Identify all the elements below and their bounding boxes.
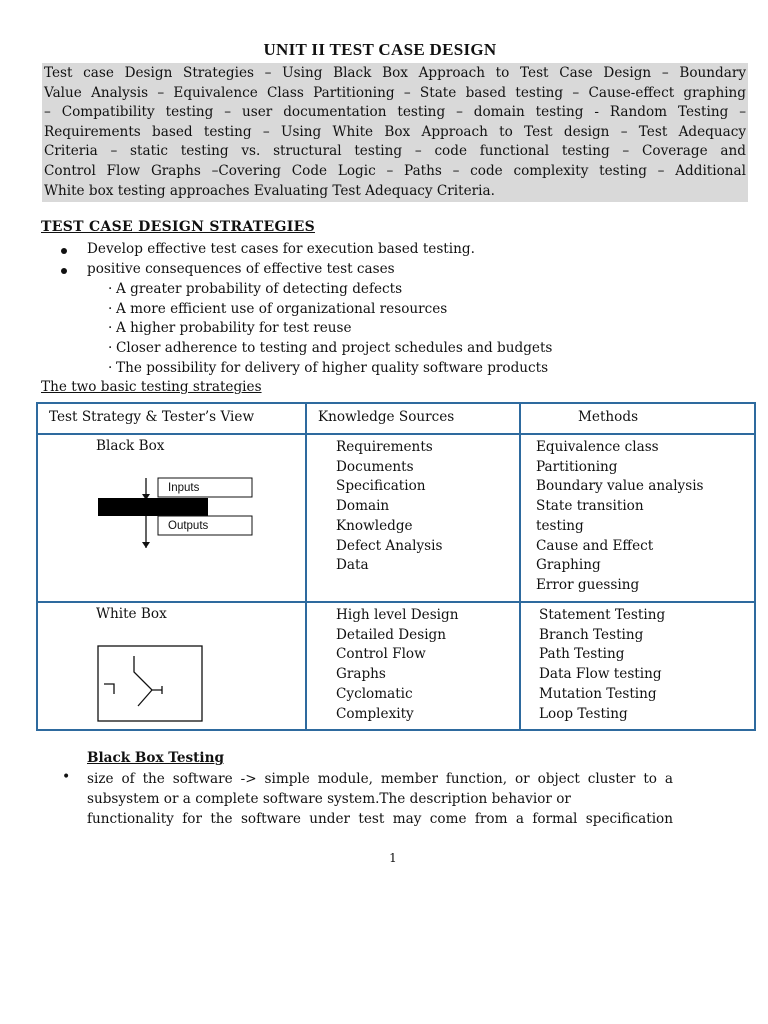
knowledge-item: Cyclomatic	[336, 685, 413, 702]
white-box-label: White Box	[96, 606, 167, 622]
bullet-text: positive consequences of effective test cases	[87, 261, 395, 277]
column-divider	[519, 404, 521, 729]
sub-bullet-marker: ·	[108, 320, 113, 337]
syllabus-line: – Compatibility testing – user documentation testing – domain testing - Random Testing –	[44, 104, 746, 121]
header-methods: Methods	[578, 409, 639, 425]
knowledge-item: Control Flow	[336, 646, 426, 663]
knowledge-item: Detailed Design	[336, 626, 446, 643]
method-item: Boundary value analysis	[536, 478, 704, 495]
black-box-knowledge	[336, 438, 442, 576]
knowledge-item: High level Design	[336, 607, 459, 623]
method-item: State transition	[536, 498, 644, 515]
sub-bullet-marker: ·	[108, 300, 113, 317]
strategy-table	[36, 402, 756, 731]
sub-list-item	[108, 360, 548, 376]
method-item: Branch Testing	[539, 626, 644, 643]
inputs-label: Inputs	[168, 482, 200, 494]
page-title: UNIT II TEST CASE DESIGN	[263, 40, 497, 59]
sub-bullet-marker: ·	[108, 281, 113, 297]
syllabus-line: Criteria – static testing vs. structural testing – code functional testing – Coverage and	[44, 143, 746, 160]
sub-list-item	[108, 340, 552, 356]
syllabus-line: Control Flow Graphs –Covering Code Logic – Paths – code complexity testing – Additional	[44, 162, 746, 179]
diagram-arrow-head-icon	[142, 542, 150, 548]
method-item: Graphing	[536, 557, 601, 574]
row-divider	[38, 433, 754, 435]
sub-bullet-text: The possibility for delivery of higher quality software products	[116, 359, 549, 376]
page-number: 1	[389, 851, 397, 865]
bullet-text: Develop effective test cases for execution based testing.	[87, 241, 475, 257]
sub-list-item	[108, 281, 402, 297]
syllabus-line: Test case Design Strategies – Using Black Box Approach to Test Case Design – Boundary	[44, 65, 746, 81]
header-strategy: Test Strategy & Tester’s View	[49, 409, 255, 425]
knowledge-item: Domain	[336, 498, 390, 515]
syllabus-box	[42, 63, 748, 202]
sub-bullet-text: A greater probability of detecting defects	[116, 281, 403, 297]
table-caption: The two basic testing strategies	[41, 379, 262, 395]
header-knowledge: Knowledge Sources	[318, 409, 455, 425]
knowledge-item: Requirements	[336, 439, 433, 455]
paragraph-line: subsystem or a complete software system.The description behavior or	[87, 791, 571, 807]
knowledge-item: Specification	[336, 478, 426, 495]
black-box-methods	[536, 438, 704, 596]
method-item: Data Flow testing	[539, 666, 662, 683]
knowledge-item: Graphs	[336, 666, 386, 683]
paragraph-line: size of the software -> simple module, member function, or object cluster to a	[87, 771, 673, 787]
black-box-testing-heading: Black Box Testing	[87, 750, 224, 766]
black-box-diagram	[96, 474, 256, 554]
bullet-icon: •	[62, 769, 71, 785]
knowledge-item: Data	[336, 557, 369, 574]
white-box-knowledge	[336, 606, 459, 724]
white-box-methods	[539, 606, 665, 724]
knowledge-item: Documents	[336, 458, 414, 475]
white-box-diagram	[96, 644, 206, 724]
sub-bullet-text: Closer adherence to testing and project schedules and budgets	[116, 340, 553, 357]
row-divider	[38, 601, 754, 603]
method-item: Loop Testing	[539, 705, 628, 722]
method-item: Statement Testing	[539, 607, 666, 623]
syllabus-line: Requirements based testing – Using White Box Approach to Test design – Test Adequacy	[44, 123, 746, 140]
syllabus-line: Value Analysis – Equivalence Class Partitioning – State based testing – Cause-effect graphing	[44, 84, 746, 101]
sub-bullet-marker: ·	[108, 340, 113, 357]
outputs-label: Outputs	[168, 520, 209, 532]
method-item: Error guessing	[536, 576, 640, 593]
syllabus-line: White box testing approaches Evaluating Test Adequacy Criteria.	[44, 182, 495, 199]
paragraph-line: functionality for the software under test may come from a formal specification	[87, 811, 673, 827]
knowledge-item: Knowledge	[336, 517, 413, 534]
knowledge-item: Complexity	[336, 705, 414, 722]
method-item: Cause and Effect	[536, 537, 654, 554]
column-divider	[305, 404, 307, 729]
method-item: Path Testing	[539, 646, 625, 663]
method-item: Partitioning	[536, 458, 618, 475]
knowledge-item: Defect Analysis	[336, 537, 443, 554]
section-heading: TEST CASE DESIGN STRATEGIES	[41, 219, 315, 235]
method-item: testing	[536, 517, 584, 534]
black-box-label: Black Box	[96, 438, 165, 454]
sub-bullet-text: A higher probability for test reuse	[116, 320, 352, 337]
black-box-testing-paragraph	[87, 769, 673, 829]
sub-bullet-text: A more efficient use of organizational resources	[116, 300, 448, 317]
sub-bullet-marker: ·	[108, 359, 113, 376]
bullet-dot-icon	[61, 268, 67, 274]
method-item: Equivalence class	[536, 439, 659, 455]
sub-list-item	[108, 320, 352, 336]
black-box-rect	[98, 498, 208, 516]
method-item: Mutation Testing	[539, 685, 657, 702]
sub-list-item	[108, 301, 447, 317]
bullet-dot-icon	[61, 248, 67, 254]
